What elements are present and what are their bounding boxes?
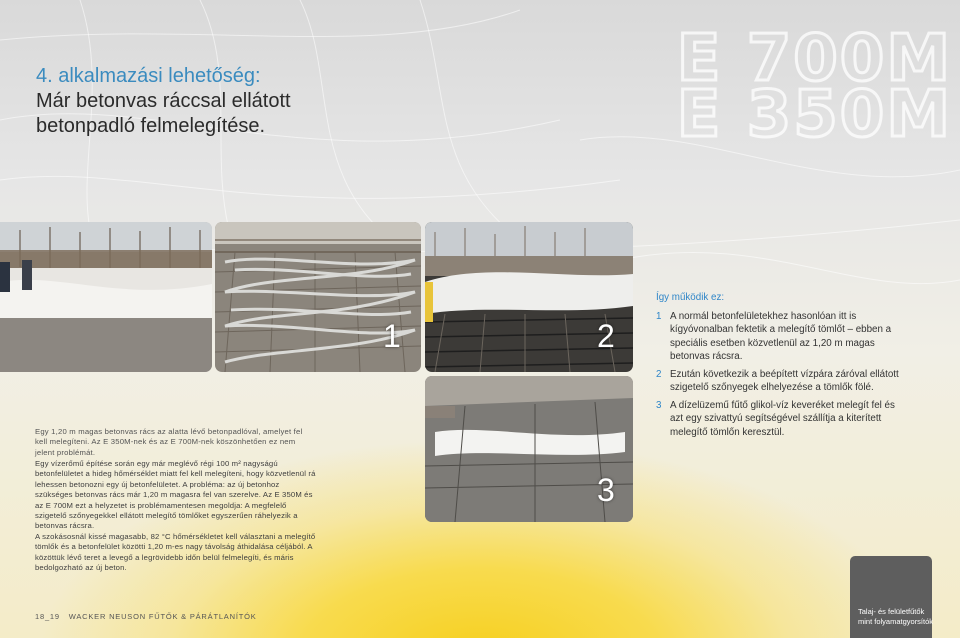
section-label-line-1: Talaj- és felületfűtők	[858, 607, 925, 616]
page-title	[36, 64, 291, 139]
step-number: 1	[656, 310, 662, 322]
photo-number-2: 2	[597, 318, 615, 354]
how-it-works	[656, 291, 901, 443]
photo-caption: Egy 1,20 m magas betonvas rács az alatta lévő betonpadlóval, amelyet fel kell melegíteni. Az E 350M-nek és az E 700M-nek köszönhetően ez nem jelent problémát.	[35, 427, 303, 457]
watermark-e700m: E 700M	[676, 22, 952, 96]
step-number: 3	[656, 399, 662, 411]
title-line-3: betonpadló felmelegítése.	[36, 115, 266, 137]
body-text	[35, 459, 317, 573]
body-paragraph-2: A szokásosnál kissé magasabb, 82 °C hőmérsékletet kell választani a melegítő tömlők és a betonfelület közötti 1,20 m-es nagy távolság áthidalása céljából. A közöttük lévő teret a levegő a legrövidebb időn belül felmelegíti, és máris bedolgozható az új beton.	[35, 531, 316, 573]
section-label-line-2: mint folyamatgyorsítók	[858, 616, 934, 626]
step-2	[656, 368, 901, 395]
step-text: Ezután következik a beépített vízpára záróval ellátott szigetelő szőnyegek elhelyezése a tömlők fölé.	[670, 368, 899, 393]
photo-2-insulation-mats	[425, 222, 633, 372]
step-text: A normál betonfelületekhez hasonlóan itt is kígyóvonalban fektetik a melegítő tömlőt – ebben a speciális esetben közvetlenül az 1,20 m magas betonvas rácsra.	[670, 310, 892, 362]
watermark-e350m: E 350M	[676, 78, 952, 152]
photo-number-3: 3	[597, 472, 615, 508]
page-number: 18_19	[35, 612, 60, 621]
page-footer	[35, 612, 257, 621]
title-line-2: Már betonvas ráccsal ellátott	[36, 90, 291, 112]
photo-number-1: 1	[383, 318, 401, 354]
body-paragraph-1: Egy vízerőmű építése során egy már meglévő régi 100 m² nagyságú betonfelületet a hideg hőmérséklet miatt fel kell melegíteni, hogy közvetlenül rá lehessen betonozni egy új betonfelületet. A probléma: az új betonhoz szükséges betonvas rács már 1,20 m magasra fel van szerelve. Az E 350M és az E 700M ezt a helyzetet is problémamentesen megoldja: A megfelelő szigetelő szőnyegekkel ellátott melegítő tömlőket egyszerűen ráhelyezik a betonvas rácsra.	[35, 459, 316, 531]
photo-1-hoses-on-rebar	[215, 222, 421, 372]
step-1	[656, 310, 901, 364]
step-number: 2	[656, 368, 662, 380]
photo-site-overview	[0, 222, 212, 372]
company-name: WACKER NEUSON FŰTŐK & PÁRÁTLANÍTÓK	[68, 612, 257, 621]
section-label	[858, 607, 933, 626]
how-it-works-title: Így működik ez:	[656, 292, 725, 303]
title-line-1: 4. alkalmazási lehetőség:	[36, 65, 261, 87]
photo-3-covered-slab	[425, 376, 633, 522]
step-text: A dízelüzemű fűtő glikol-víz keveréket melegít fel és azt egy szivattyú segítségével szállítja a kiterített melegítő tömlőn keresztül.	[670, 399, 895, 438]
step-3	[656, 399, 901, 440]
